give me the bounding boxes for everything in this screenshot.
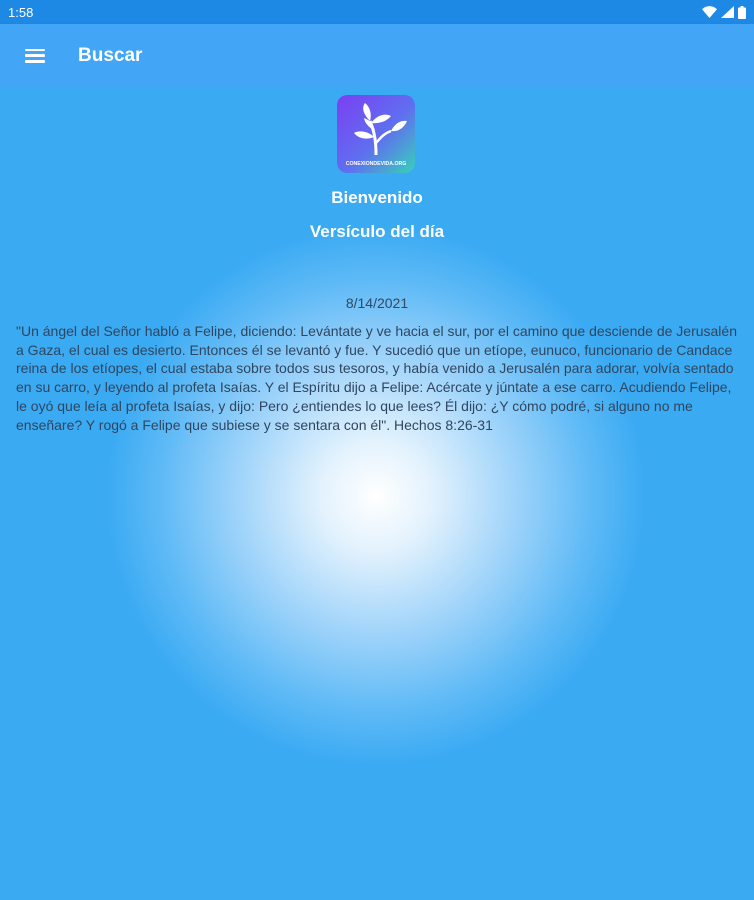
app-logo [337, 95, 415, 173]
main-content [0, 87, 754, 900]
verse-of-day-heading: Versículo del día [309, 222, 445, 241]
status-time: 1:58 [8, 4, 34, 20]
wifi-icon [702, 6, 717, 18]
status-icons [702, 6, 746, 19]
app-bar-title: Buscar [78, 44, 143, 66]
logo-text: CONEXIONDEVIDA.ORG [345, 161, 407, 167]
status-bar [0, 0, 754, 24]
hamburger-menu-icon [25, 49, 45, 63]
verse-date: 8/14/2021 [345, 295, 409, 311]
battery-icon [738, 6, 746, 19]
verse-text: "Un ángel del Señor habló a Felipe, diciendo: Levántate y ve hacia el sur, por el camino que desciende de Jerusalén a Gaza, el cual es desierto. Entonces él se levantó y fue. Y sucedió que un etíope, eunuco, funcionario de Candace reina de los etíopes, el cual estaba sobre todos sus tesoros, y había venido a Jerusalén para adorar, volvía sentado en su carro, y leyendo al profeta Isaías. Y el Espíritu dijo a Felipe: Acércate y júntate a ese carro. Acudiendo Felipe, le oyó que leía al profeta Isaías, y dijo: Pero ¿entiendes lo que lees? Él dijo: ¿Y cómo podré, si alguno no me enseñare? Y rogó a Felipe que subiese y se sentara con él". Hechos 8:26-31 [16, 323, 737, 433]
app-bar [0, 24, 754, 87]
plant-logo-icon [337, 95, 415, 173]
signal-icon [721, 6, 734, 18]
welcome-heading: Bienvenido [331, 188, 423, 207]
menu-button[interactable] [0, 24, 70, 87]
